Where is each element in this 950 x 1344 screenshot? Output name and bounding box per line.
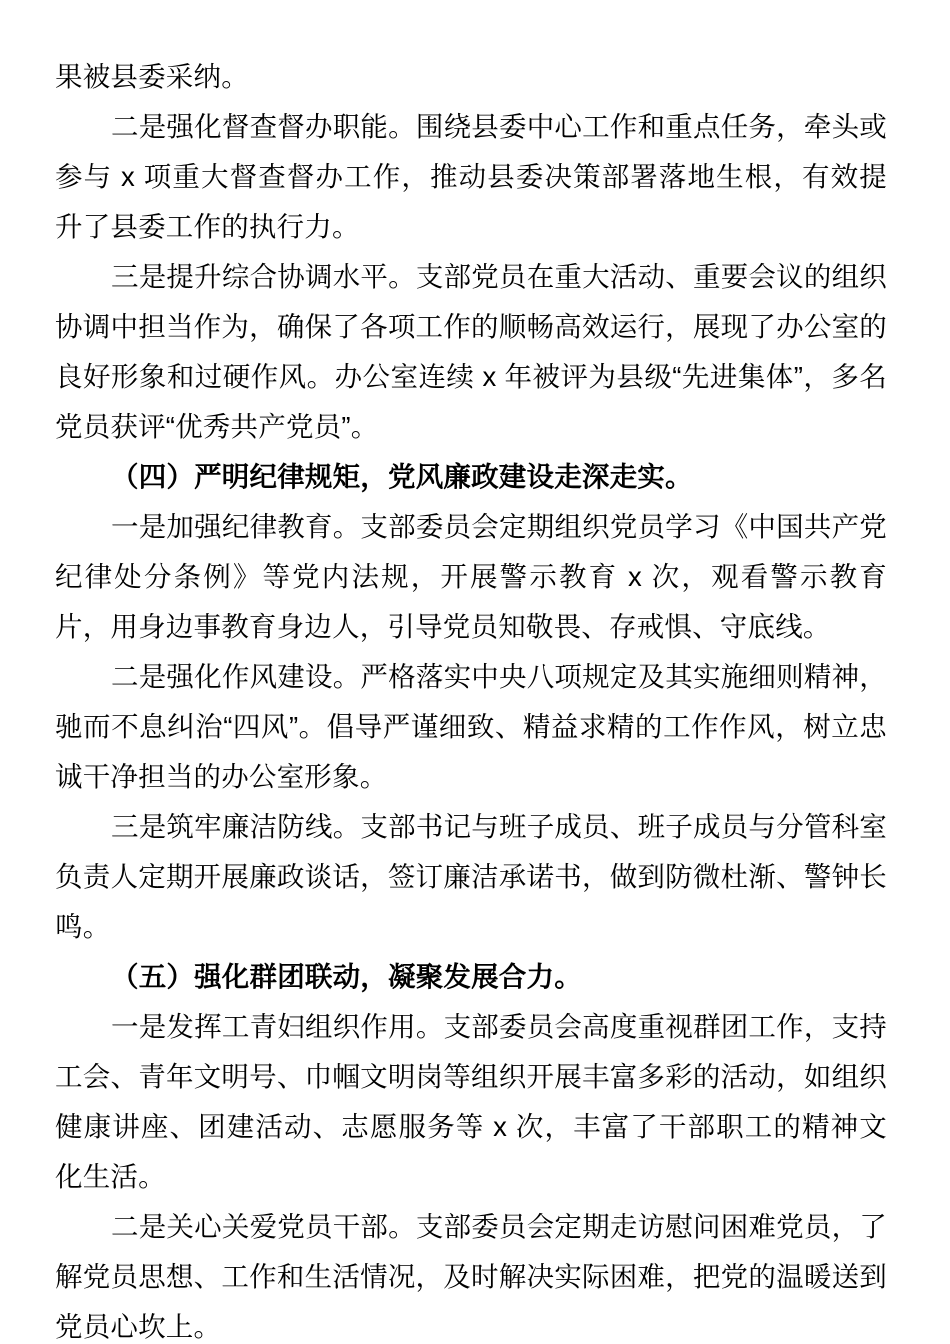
paragraph-continuation: 果被县委采纳。 (55, 61, 249, 92)
paragraph-item-one-mass-organizations: 一是发挥工青妇组织作用。支部委员会高度重视群团工作，支持工会、青年文明号、巾帼文明岗等组织开展丰富多彩的活动，如组织健康讲座、团建活动、志愿服务等 x 次，丰富了干部职工的精神文化生活。 (55, 1011, 887, 1192)
section-heading-five: （五）强化群团联动，凝聚发展合力。 (111, 961, 582, 992)
paragraph-item-one-discipline-education: 一是加强纪律教育。支部委员会定期组织党员学习《中国共产党纪律处分条例》等党内法规，开展警示教育 x 次，观看警示教育片，用身边事教育身边人，引导党员知敬畏、存戒惧、守底线。 (55, 511, 887, 642)
paragraph-item-three-integrity-line: 三是筑牢廉洁防线。支部书记与班子成员、班子成员与分管科室负责人定期开展廉政谈话，签订廉洁承诺书，做到防微杜渐、警钟长鸣。 (55, 811, 887, 942)
paragraph-item-two-work-style: 二是强化作风建设。严格落实中央八项规定及其实施细则精神，驰而不息纠治“四风”。倡导严谨细致、精益求精的工作作风，树立忠诚干净担当的办公室形象。 (55, 661, 887, 792)
section-heading-four: （四）严明纪律规矩，党风廉政建设走深走实。 (111, 461, 693, 492)
paragraph-item-two-supervision: 二是强化督查督办职能。围绕县委中心工作和重点任务，牵头或参与 x 项重大督查督办工作，推动县委决策部署落地生根，有效提升了县委工作的执行力。 (55, 111, 887, 242)
document-text-body (55, 52, 887, 1344)
paragraph-item-three-coordination: 三是提升综合协调水平。支部党员在重大活动、重要会议的组织协调中担当作为，确保了各项工作的顺畅高效运行，展现了办公室的良好形象和过硬作风。办公室连续 x 年被评为县级“先进集体”，多名党员获评“优秀共产党员”。 (55, 261, 887, 442)
paragraph-item-two-care-for-cadres: 二是关心关爱党员干部。支部委员会定期走访慰问困难党员，了解党员思想、工作和生活情况，及时解决实际困难，把党的温暖送到党员心坎上。 (55, 1211, 887, 1342)
